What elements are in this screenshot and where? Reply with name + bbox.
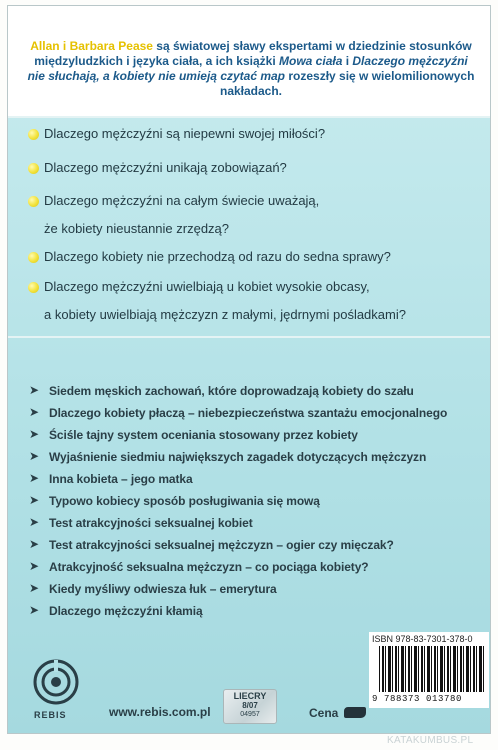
question-continuation — [44, 221, 229, 241]
author-intro — [26, 39, 476, 99]
intro-band — [8, 6, 490, 116]
hologram-sticker — [223, 689, 277, 724]
rebis-logo-icon — [33, 659, 79, 705]
question-item — [44, 249, 391, 269]
topic-item — [29, 515, 253, 530]
question-text: Dlaczego mężczyźni unikają zobowiązań? — [44, 160, 287, 175]
topic-item — [29, 493, 320, 508]
yellow-dot-icon — [28, 252, 39, 263]
topic-item — [29, 449, 427, 464]
topic-item — [29, 427, 358, 442]
yellow-dot-icon — [28, 196, 39, 207]
divider-middle — [8, 336, 490, 338]
arrow-right-icon: ➤ — [29, 581, 39, 595]
question-text: Dlaczego mężczyźni są niepewni swojej miłości? — [44, 126, 326, 141]
arrow-right-icon: ➤ — [29, 471, 39, 485]
topic-item — [29, 581, 277, 596]
topic-item — [29, 537, 394, 552]
arrow-right-icon: ➤ — [29, 493, 39, 507]
arrow-right-icon: ➤ — [29, 383, 39, 397]
arrow-right-icon: ➤ — [29, 515, 39, 529]
arrow-right-icon: ➤ — [29, 559, 39, 573]
topic-text: Typowo kobiecy sposób posługiwania się mową — [49, 494, 320, 508]
topic-item — [29, 559, 369, 574]
sticker-line-1: LIECRY — [233, 691, 267, 701]
sticker-line-2: 8/07 — [242, 701, 258, 710]
arrow-right-icon: ➤ — [29, 405, 39, 419]
price-label: Cena — [309, 706, 339, 720]
book-title-2: Dlaczego mężczyźni nie słuchają, a kobiety nie umieją czytać map — [27, 54, 468, 83]
price-redaction — [344, 707, 366, 718]
intro-text-3: rozeszły się w wielomilionowych nakładach. — [219, 69, 475, 98]
question-item — [44, 126, 325, 146]
book-title-1: Mowa ciała — [279, 54, 343, 68]
arrow-right-icon: ➤ — [29, 537, 39, 551]
isbn-barcode-block — [369, 632, 489, 708]
publisher-logo-text: REBIS — [34, 710, 67, 720]
question-continuation — [44, 307, 406, 327]
topic-text: Inna kobieta – jego matka — [49, 472, 193, 486]
topic-text: Atrakcyjność seksualna mężczyzn – co pociąga kobiety? — [49, 560, 369, 574]
topic-text: Dlaczego mężczyźni kłamią — [49, 604, 203, 618]
book-back-cover — [8, 6, 490, 733]
question-text: Dlaczego mężczyźni uwielbiają u kobiet wysokie obcasy, — [44, 279, 370, 294]
question-text: a kobiety uwielbiają mężczyzn z małymi, jędrnymi pośladkami? — [44, 307, 406, 322]
question-text: że kobiety nieustannie zrzędzą? — [44, 221, 230, 236]
question-item — [44, 160, 287, 180]
sticker-line-3: 04957 — [240, 711, 260, 718]
topic-item — [29, 383, 414, 398]
topic-item — [29, 603, 203, 618]
site-watermark: KATAKUMBUS.PL — [387, 735, 474, 746]
yellow-dot-icon — [28, 129, 39, 140]
intro-text-2: i — [342, 54, 353, 68]
author-names: Allan i Barbara Pease — [30, 39, 153, 53]
question-item — [44, 279, 370, 299]
topic-text: Test atrakcyjności seksualnej mężczyzn – ogier czy mięczak? — [49, 538, 394, 552]
intro-text-1: są światowej sławy ekspertami w dziedzinie stosunków międzyludzkich i języka ciała, a ich książki — [34, 39, 472, 68]
topic-text: Ściśle tajny system oceniania stosowany przez kobiety — [49, 428, 358, 442]
topic-text: Dlaczego kobiety płaczą – niebezpieczeństwa szantażu emocjonalnego — [49, 406, 448, 420]
yellow-dot-icon — [28, 163, 39, 174]
topic-text: Siedem męskich zachowań, które doprowadzają kobiety do szału — [49, 384, 414, 398]
question-item — [44, 193, 319, 213]
isbn-number: ISBN 978-83-7301-378-0 — [372, 634, 473, 644]
question-text: Dlaczego kobiety nie przechodzą od razu do sedna sprawy? — [44, 249, 391, 264]
publisher-website: www.rebis.com.pl — [109, 705, 211, 719]
topic-text: Wyjaśnienie siedmiu największych zagadek dotyczących mężczyzn — [49, 450, 427, 464]
arrow-right-icon: ➤ — [29, 603, 39, 617]
topic-item — [29, 471, 193, 486]
divider-top — [8, 116, 490, 118]
topic-item — [29, 405, 448, 420]
question-text: Dlaczego mężczyźni na całym świecie uważają, — [44, 193, 320, 208]
arrow-right-icon: ➤ — [29, 449, 39, 463]
yellow-dot-icon — [28, 282, 39, 293]
ean-digits: 9 788373 013780 — [372, 694, 463, 704]
topic-text: Test atrakcyjności seksualnej kobiet — [49, 516, 253, 530]
arrow-right-icon: ➤ — [29, 427, 39, 441]
barcode-icon — [379, 646, 485, 692]
topic-text: Kiedy myśliwy odwiesza łuk – emerytura — [49, 582, 277, 596]
